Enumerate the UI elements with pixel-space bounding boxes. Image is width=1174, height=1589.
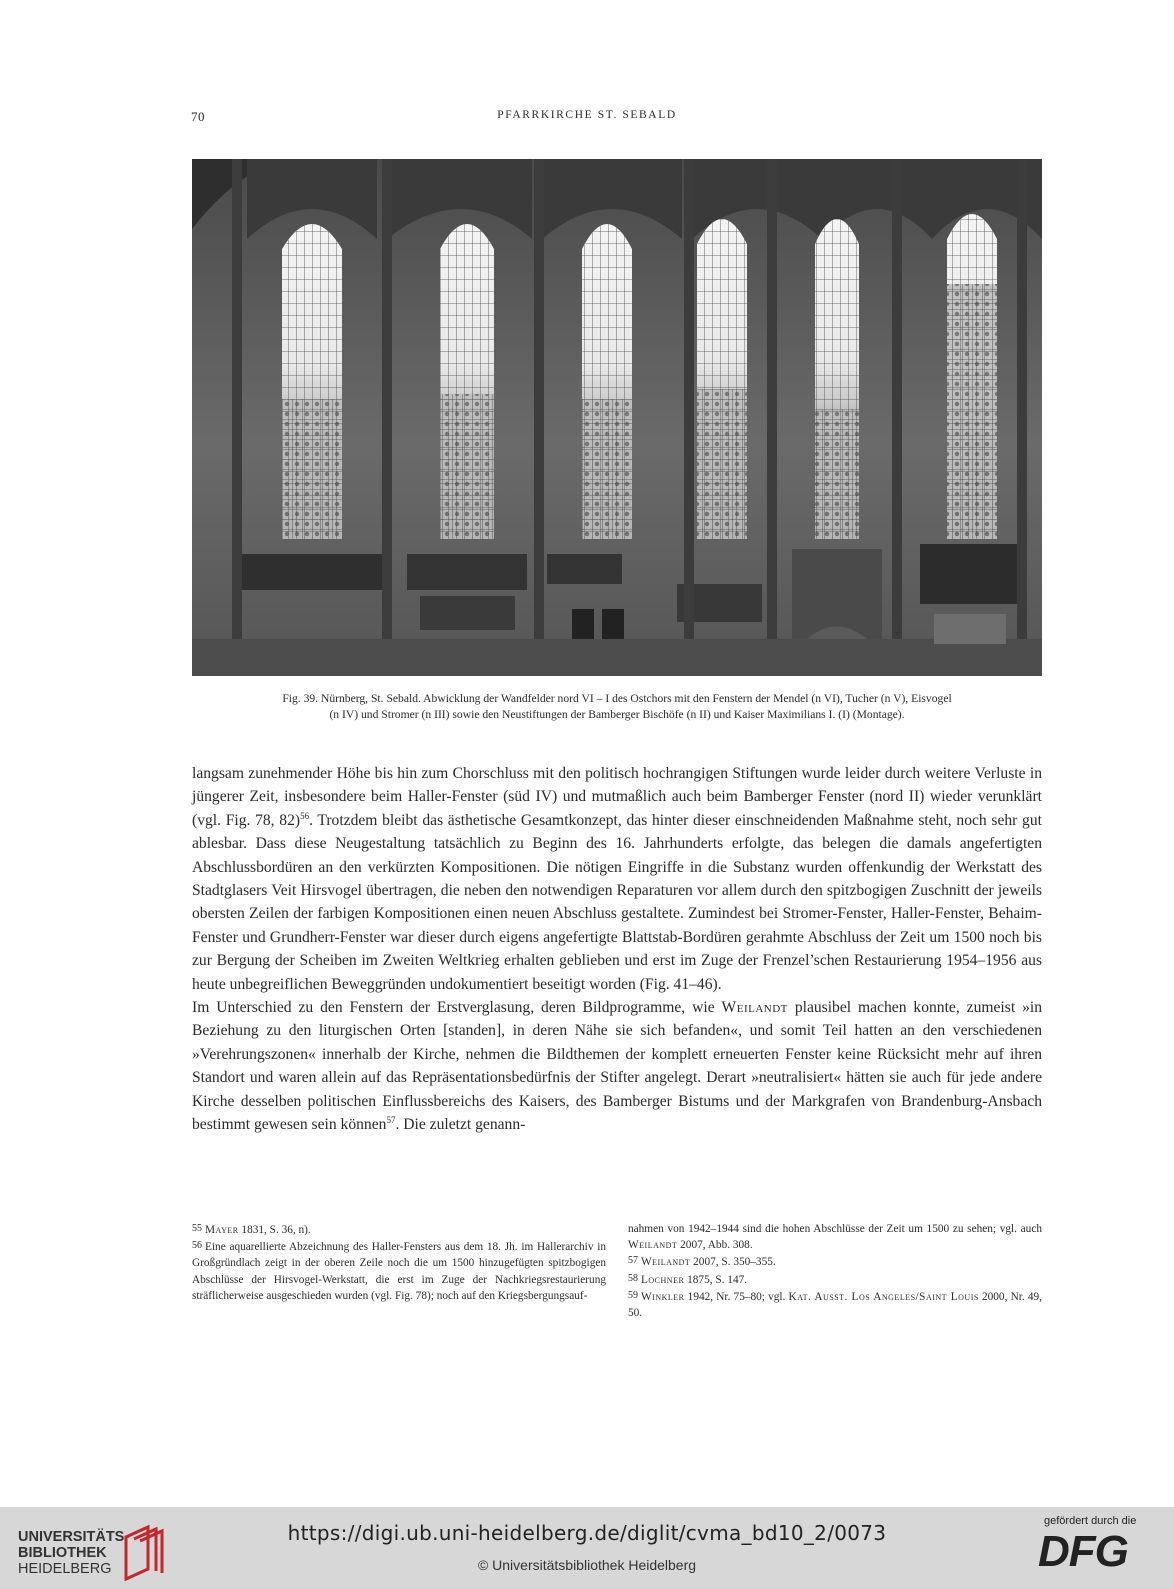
footnote-56: 56 Eine aquarellierte Abzeichnung des Haller-Fensters aus dem 18. Jh. im Hallerarchiv in Großgründlach zeigt in der oberen Zeile noch die um 1500 hinzugefügten spitzbogigen Abschlüsse der Hirsvogel-Werkstatt, die erst im Zuge der Nachkriegsrestaurierung sträflicherweise ausgeschieden wurden (vgl. Fig. 78); noch auf den Kriegsbergungsauf- xyxy=(192,1240,606,1302)
footnotes-right-column xyxy=(628,1221,1042,1321)
paragraph: Im Unterschied zu den Fenstern der Erstverglasung, deren Bildprogramme, wie Weilandt plausibel machen konnte, zumeist »in Beziehung zu den liturgischen Orten [standen], in deren Nähe sie sich befanden«, und somit Teil hatten an den verschiedenen »Verehrungszonen« innerhalb der Kirche, nehmen die Bildthemen der komplett erneuerten Fenster keine Rücksicht mehr auf ihren Standort und waren allein auf das Repräsentationsbedürfnis der Stifter angelegt. Derart »neutralisiert« hätten sie auch für jede andere Kirche desselben politischen Einflussbereichs des Kaisers, des Bamberger Bistums und der Markgrafen von Brandenburg-Ansbach bestimmt gewesen sein können$^{57}$. Die zuletzt genann- xyxy=(192,999,1042,1134)
copyright-notice: © Universitätsbibliothek Heidelberg xyxy=(477,1557,697,1573)
dfg-logo: DFG xyxy=(1038,1527,1128,1576)
footnotes xyxy=(192,1221,1042,1321)
footer-bar xyxy=(0,1507,1174,1589)
figure-caption xyxy=(192,691,1042,723)
dfg-funding-logo[interactable] xyxy=(1038,1515,1164,1574)
funding-label: gefördert durch die xyxy=(1044,1515,1137,1527)
choir-windows-illustration xyxy=(192,159,1042,676)
running-head: PFARRKIRCHE ST. SEBALD xyxy=(497,109,677,121)
author-weilandt: Weilandt xyxy=(721,999,788,1017)
footnote-58: 58 Lochner 1875, S. 147. xyxy=(628,1272,748,1286)
permalink-url[interactable]: https://digi.ub.uni-heidelberg.de/diglit/cvma_bd10_2/0073 xyxy=(287,1521,887,1545)
caption-line-2: (n IV) und Stromer (n III) sowie den Neustiftungen der Bamberger Bischöfe (n II) und Kaiser Maximilians I. (I) (Montage). xyxy=(329,708,905,721)
caption-line-1: Fig. 39. Nürnberg, St. Sebald. Abwicklung der Wandfelder nord VI – I des Ostchors mit den Fenstern der Mendel (n VI), Tucher (n V), Eisvogel xyxy=(282,692,952,705)
footnote-57: 57 Weilandt 2007, S. 350–355. xyxy=(628,1255,776,1269)
footnote-ref-57[interactable]: 57 xyxy=(386,1115,396,1126)
footnote-ref-56[interactable]: 56 xyxy=(300,810,310,821)
body-text xyxy=(192,762,1042,1137)
page-number: 70 xyxy=(191,109,205,124)
paragraph: langsam zunehmender Höhe bis hin zum Chorschluss mit den politisch hochrangigen Stiftungen wurde leider durch weitere Verluste in jüngerer Zeit, insbesondere beim Haller-Fenster (süd IV) und mutmaßlich auch beim Bamberger Fenster (nord II) wieder verunklärt (vgl. Fig. 78, 82)$^{56}$. Trotzdem bleibt das ästhetische Gesamtkonzept, das hinter dieser einschneidenden Maßnahme steht, noch sehr gut ablesbar. Dass diese Neugestaltung tatsächlich zu Beginn des 16. Jahrhunderts erfolgte, das belegen die damals angefertigten Abschlussbordüren an den verkürzten Kompositionen. Die nötigen Eingriffe in die Substanz wurden offenkundig der Werkstatt des Stadtglasers Veit Hirsvogel übertragen, die neben den notwendigen Reparaturen vor allem durch den spitzbogigen Zuschnitt der jeweils obersten Zeilen der farbigen Kompositionen einen neuen Abschluss gestaltete. Zumindest bei Stromer-Fenster, Haller-Fenster, Behaim-Fenster und Grundherr-Fenster war dieser durch eigens angefertigte Blattstab-Bordüren gerahmte Abschluss der Zeit um 1500 noch bis zur Bergung der Scheiben im Zweiten Weltkrieg erhalten geblieben und erst im Zuge der Frenzel’schen Restaurierung 1954–1956 aus heute unbegreiflichen Beweggründen undokumentiert beseitigt worden (Fig. 41–46). xyxy=(192,765,1042,993)
footnote-59: 59 Winkler 1942, Nr. 75–80; vgl. Kat. Ausst. Los Angeles/Saint Louis 2000, Nr. 49, 50. xyxy=(628,1289,1042,1320)
church-interior-photo xyxy=(192,159,1042,676)
footnotes-left-column xyxy=(192,1221,606,1321)
footnote-56-continued: nahmen von 1942–1944 sind die hohen Abschlüsse der Zeit um 1500 zu sehen; vgl. auch Weilandt 2007, Abb. 308. xyxy=(628,1223,1042,1252)
library-name: UNIVERSITÄTS- BIBLIOTHEK HEIDELBERG xyxy=(18,1529,130,1577)
footnote-55: 55 Mayer 1831, S. 36, n). xyxy=(192,1223,311,1236)
